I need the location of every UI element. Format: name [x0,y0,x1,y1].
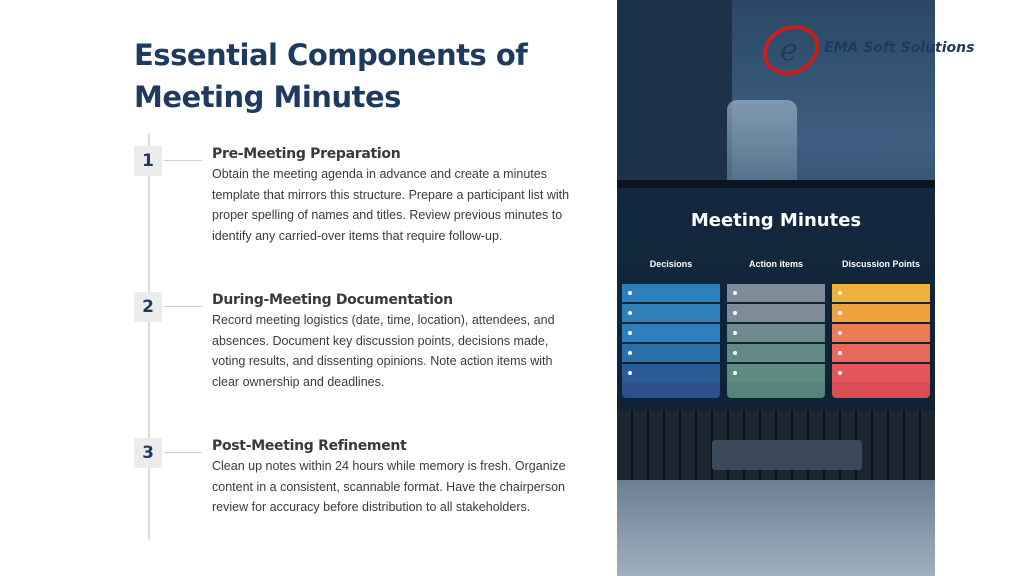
column-row [622,304,720,322]
column-row [832,284,930,302]
step-connector [164,306,202,307]
column-row [727,304,825,322]
decisions-column [622,246,720,398]
step-description: Obtain the meeting agenda in advance and create a minutes template that mirrors this structure. Prepare a participant list with proper spelling of names and titles. Review previous minutes to identify any carried-over items that require follow-up. [212,167,570,243]
column-row [622,284,720,302]
svg-text:e: e [780,33,798,68]
step-number-badge: 2 [134,292,162,322]
photo-background [617,0,732,180]
step-connector [164,160,202,161]
page-title: Essential Components of Meeting Minutes [134,38,528,114]
desk-surface [617,480,935,576]
step-description: Record meeting logistics (date, time, location), attendees, and absences. Document key discussion points, decisions made, voting results, and dissenting opinions. Note action items with clear ownership and deadlines. [212,313,555,389]
column-row [727,344,825,362]
column-row [727,284,825,302]
step-number-badge: 3 [134,438,162,468]
column-row [727,324,825,342]
laptop-screen [617,180,935,410]
timeline-line [148,133,150,540]
chair-shape [727,100,797,190]
company-logo [758,20,1008,80]
ema-logo-icon [758,20,824,80]
action-items-column [727,246,825,398]
step-title: During-Meeting Documentation [212,292,453,308]
column-row [832,344,930,362]
logo-text: EMA Soft Solutions [824,40,975,56]
column-row [832,324,930,342]
column-row [832,364,930,382]
step-title: Pre-Meeting Preparation [212,146,401,162]
column-row [727,364,825,382]
step-number-badge: 1 [134,146,162,176]
column-row [622,364,720,382]
step-connector [164,452,202,453]
column-row [622,344,720,362]
laptop-photo [617,0,935,576]
column-row [832,304,930,322]
laptop-trackpad [712,440,862,470]
column-header: Discussion Points [841,259,921,269]
screen-title: Meeting Minutes [690,210,862,231]
column-row [622,324,720,342]
step-description: Clean up notes within 24 hours while memory is fresh. Organize content in a consistent, scannable format. Have the chairperson review for accuracy before distribution to all stakeholders. [212,459,566,514]
column-header: Action items [748,259,803,269]
discussion-points-column [832,246,930,398]
column-header: Decisions [649,259,693,269]
step-title: Post-Meeting Refinement [212,438,407,454]
